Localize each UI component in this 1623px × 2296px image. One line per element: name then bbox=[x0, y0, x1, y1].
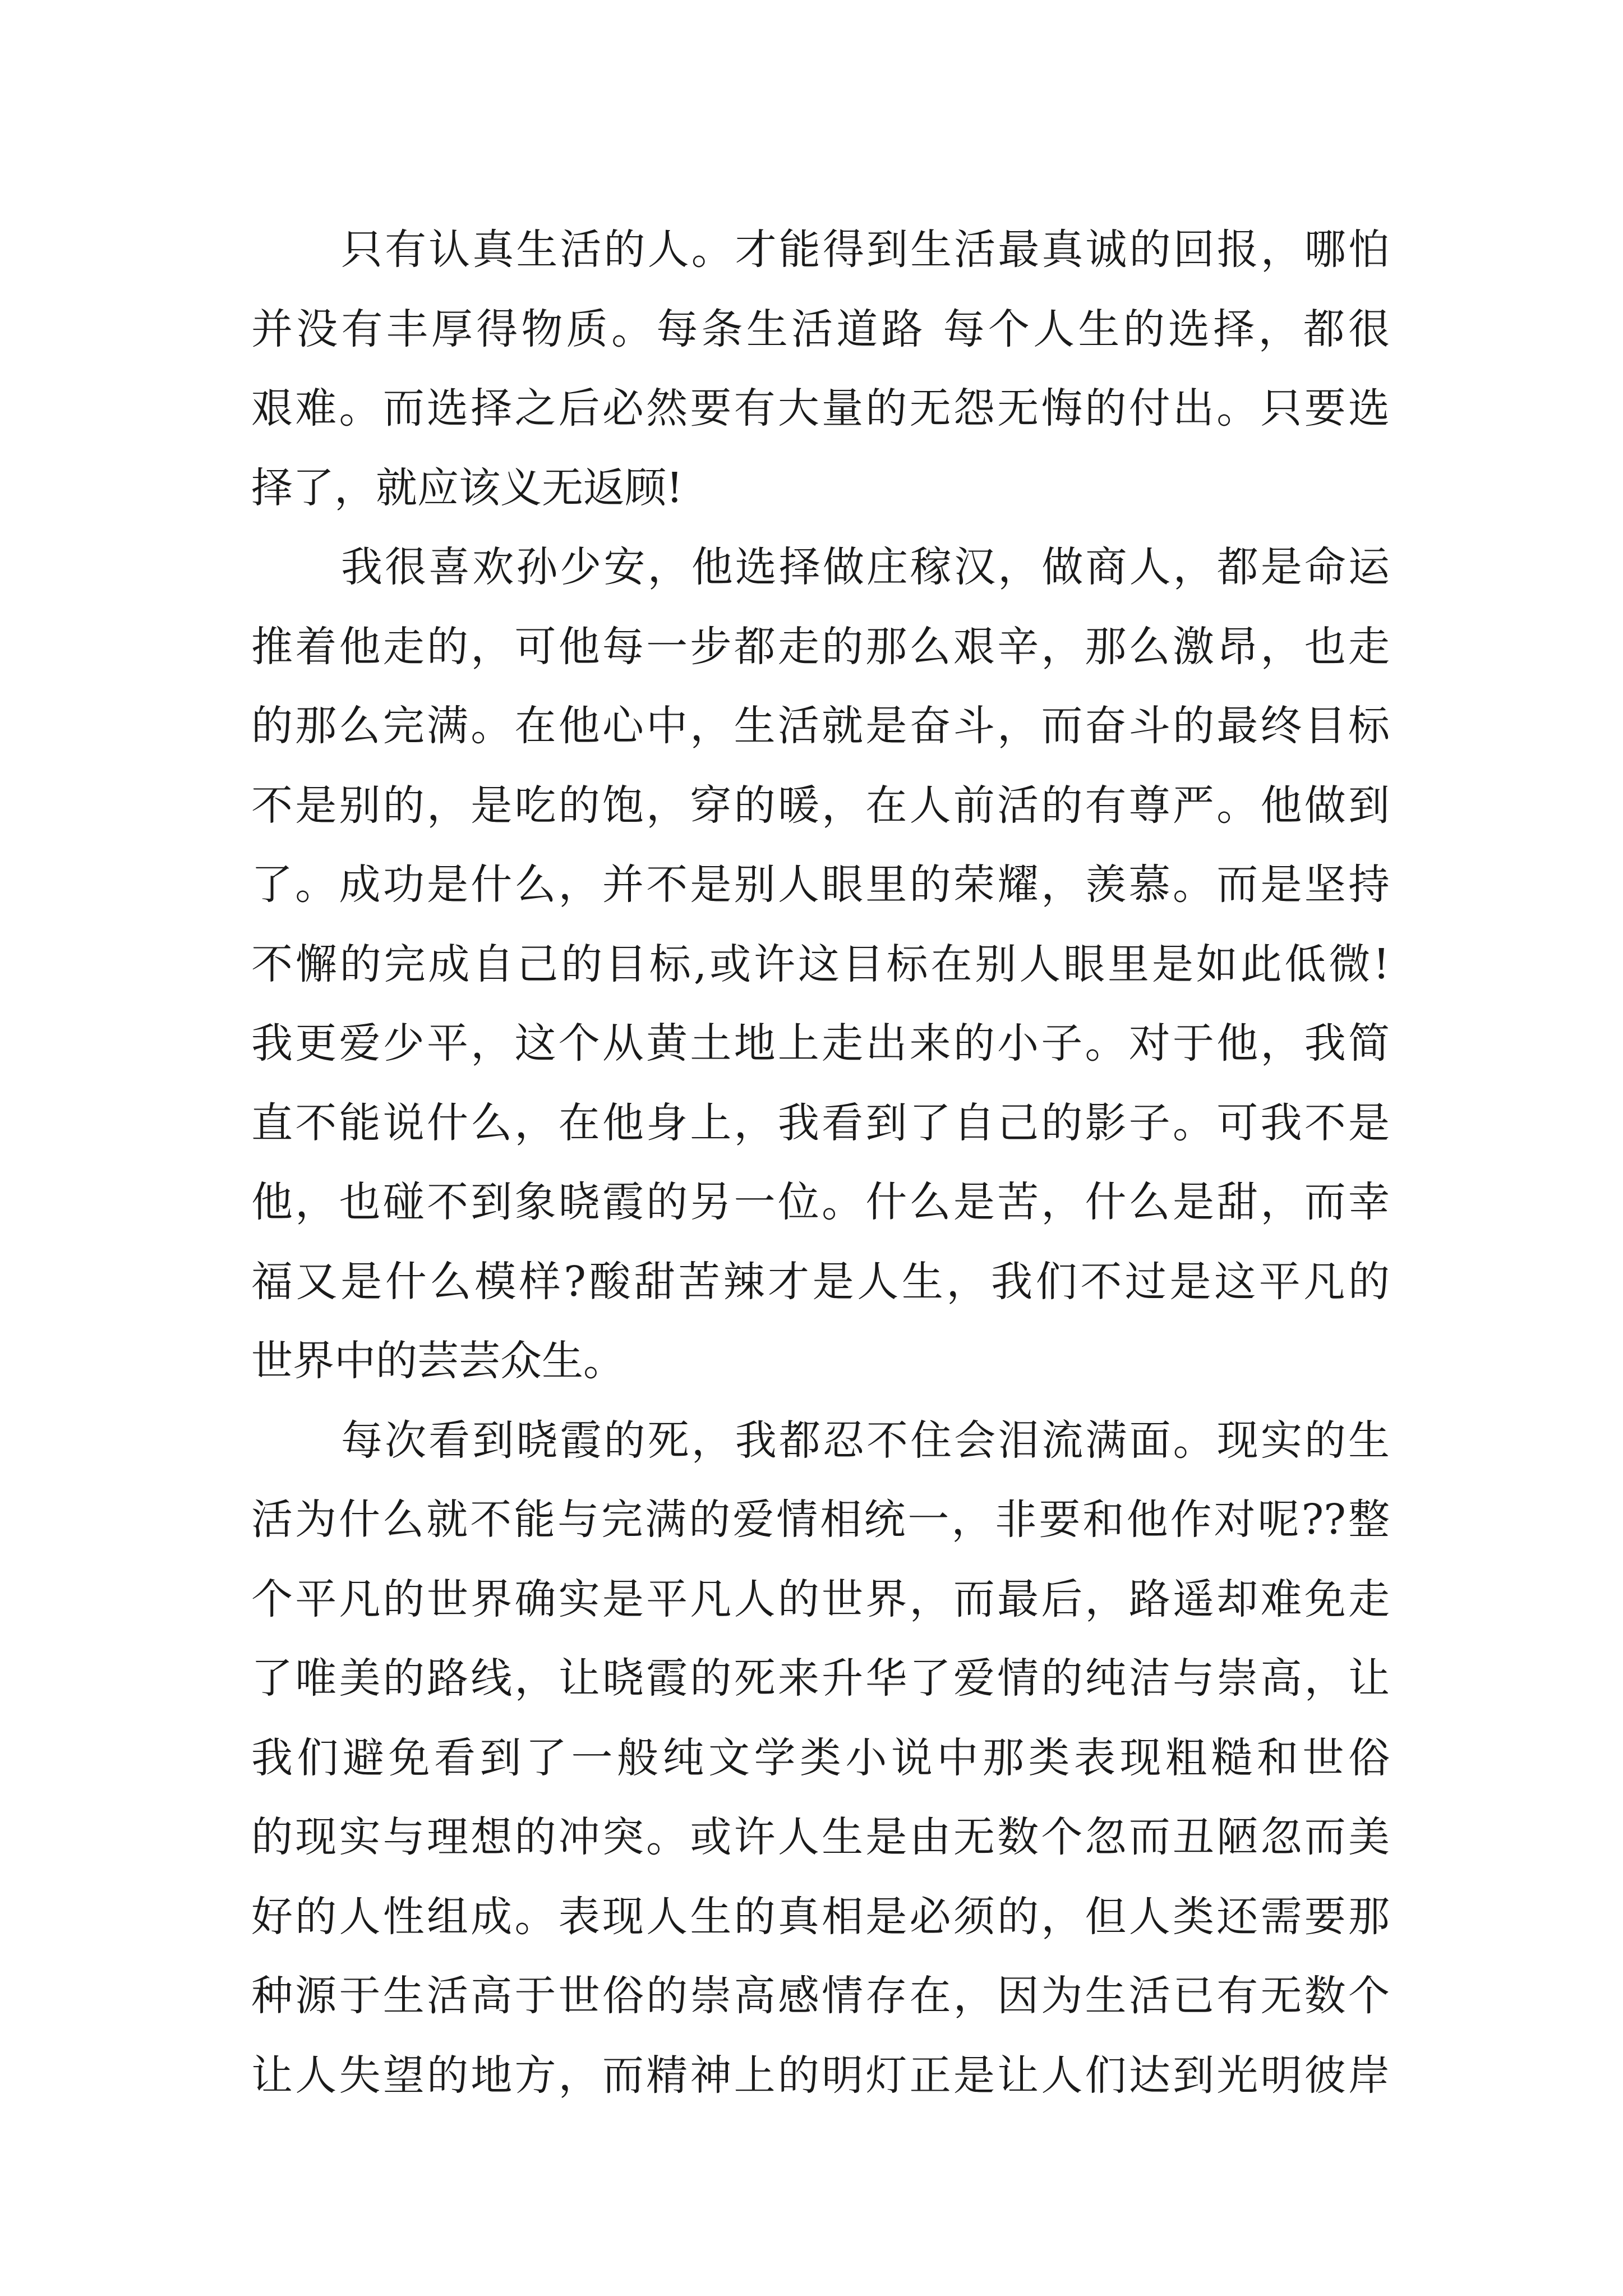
text-line: 他，也碰不到象晓霞的另一位。什么是苦，什么是甜，而幸 bbox=[251, 1178, 1390, 1226]
text-line: 择了，就应该义无返顾! bbox=[251, 463, 683, 512]
text-line: 每次看到晓霞的死，我都忍不住会泪流满面。现实的生 bbox=[341, 1416, 1390, 1465]
text-line: 我很喜欢孙少安，他选择做庄稼汉，做商人，都是命运 bbox=[341, 543, 1390, 591]
text-line: 让人失望的地方，而精神上的明灯正是让人们达到光明彼岸 bbox=[251, 2051, 1390, 2100]
text-line: 的那么完满。在他心中，生活就是奋斗，而奋斗的最终目标 bbox=[251, 702, 1390, 750]
text-line: 艰难。而选择之后必然要有大量的无怨无悔的付出。只要选 bbox=[251, 384, 1390, 432]
text-line: 并没有丰厚得物质。每条生活道路 每个人生的选择，都很 bbox=[251, 305, 1390, 353]
text-line: 了唯美的路线，让晓霞的死来升华了爱情的纯洁与崇高，让 bbox=[251, 1654, 1390, 1703]
document-body bbox=[251, 210, 1390, 2115]
text-line: 福又是什么模样?酸甜苦辣才是人生，我们不过是这平凡的 bbox=[251, 1257, 1390, 1306]
text-line: 种源于生活高于世俗的崇高感情存在，因为生活已有无数个 bbox=[251, 1972, 1390, 2020]
text-line: 不是别的，是吃的饱，穿的暖，在人前活的有尊严。他做到 bbox=[251, 781, 1390, 830]
text-line: 推着他走的，可他每一步都走的那么艰辛，那么激昂，也走 bbox=[251, 622, 1390, 671]
text-line: 了。成功是什么，并不是别人眼里的荣耀，羡慕。而是坚持 bbox=[251, 861, 1390, 909]
text-line: 的现实与理想的冲突。或许人生是由无数个忽而丑陋忽而美 bbox=[251, 1813, 1390, 1861]
text-line: 我们避免看到了一般纯文学类小说中那类表现粗糙和世俗 bbox=[251, 1733, 1390, 1782]
text-line: 我更爱少平，这个从黄土地上走出来的小子。对于他，我简 bbox=[251, 1019, 1390, 1068]
text-line: 好的人性组成。表现人生的真相是必须的，但人类还需要那 bbox=[251, 1892, 1390, 1941]
text-line: 活为什么就不能与完满的爱情相统一，非要和他作对呢??整 bbox=[251, 1496, 1390, 1544]
text-line: 只有认真生活的人。才能得到生活最真诚的回报，哪怕 bbox=[341, 226, 1390, 274]
text-line: 个平凡的世界确实是平凡人的世界，而最后，路遥却难免走 bbox=[251, 1575, 1390, 1623]
text-line: 世界中的芸芸众生。 bbox=[251, 1337, 625, 1385]
text-line: 不懈的完成自己的目标,或许这目标在别人眼里是如此低微! bbox=[251, 940, 1390, 988]
text-line: 直不能说什么，在他身上，我看到了自己的影子。可我不是 bbox=[251, 1098, 1390, 1147]
